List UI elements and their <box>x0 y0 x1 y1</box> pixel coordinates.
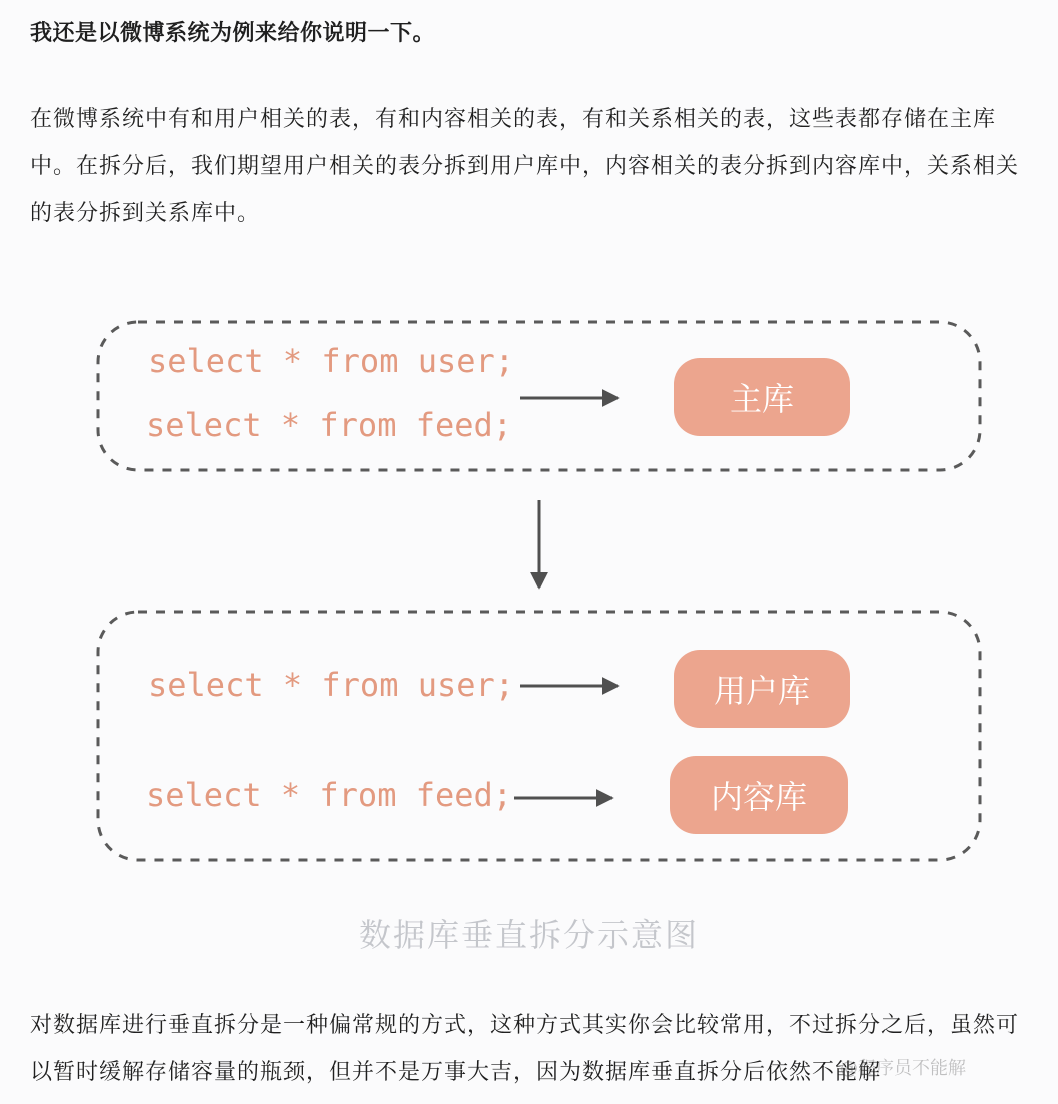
main-db-label: 主库 <box>729 380 795 418</box>
content-db-label: 内容库 <box>710 778 808 816</box>
top-query-user: select * from user; <box>148 342 515 380</box>
user-db-label: 用户库 <box>713 672 811 710</box>
watermark: @程序员不能解 <box>840 1058 966 1079</box>
intro-paragraph: 在微博系统中有和用户相关的表，有和内容相关的表，有和关系相关的表，这些表都存储在主库中。在拆分后，我们期望用户相关的表分拆到用户库中，内容相关的表分拆到内容库中，关系相关的表分拆到关系库中。 <box>30 107 1020 226</box>
bottom-query-feed: select * from feed; <box>146 776 513 814</box>
diagram-caption: 数据库垂直拆分示意图 <box>358 916 699 954</box>
section-heading: 我还是以微博系统为例来给你说明一下。 <box>30 21 436 46</box>
body-paragraph: 对数据库进行垂直拆分是一种偏常规的方式，这种方式其实你会比较常用，不过拆分之后，虽然可以暂时缓解存储容量的瓶颈，但并不是万事大吉，因为数据库垂直拆分后依然不能解 <box>30 1013 1020 1085</box>
vertical-split-diagram <box>90 310 990 870</box>
bottom-query-user: select * from user; <box>148 666 515 704</box>
top-query-feed: select * from feed; <box>146 406 513 444</box>
bottom-dashed-frame <box>98 612 980 860</box>
